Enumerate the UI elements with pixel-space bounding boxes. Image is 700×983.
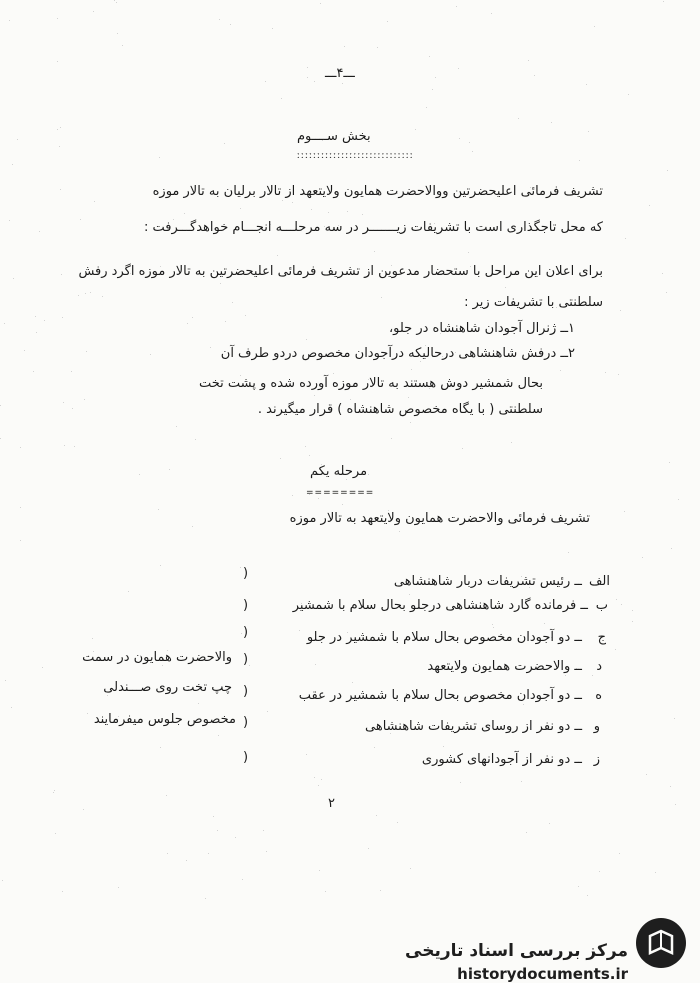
list-letter: ه [595,688,602,703]
side-note-line: مخصوص جلوس میفرمایند [93,712,236,727]
list-item: ــ دو نفر از آجودانهای کشوری [421,752,582,767]
page-mark: ۲ [328,796,335,811]
notice-line-1: برای اعلان این مراحل با ستحضار مدعوین از تشریف فرمائی اعلیحضرتین به تالار موزه اگرد رفش [78,264,603,279]
watermark-org: مرکز بررسی اسناد تاریخی [405,941,628,961]
list-paren: ) [243,684,249,699]
list-letter: ج [597,630,606,645]
list-paren: ) [243,715,249,730]
list-paren: ) [243,566,249,581]
page-number: ـــ۴ـــ [325,66,355,81]
phase-title: مرحله یکم [310,464,368,479]
list-letter: ز [593,752,600,767]
phase-title-underline: ======== [306,488,375,498]
list-paren: ) [243,625,249,640]
side-note-line: والاحضرت همایون در سمت [82,650,232,665]
item-2-line-3: سلطنتی ( با یگاه مخصوص شاهنشاه ) قرار میگیرند . [257,402,543,417]
list-paren: ) [243,598,249,613]
item-2-line-1: ۲ــ درفش شاهنشاهی درحالیکه درآجودان مخصوص دردو طرف آن [220,346,575,361]
list-item: ــ رئیس تشریفات دربار شاهنشاهی [393,574,582,589]
list-item: ــ فرمانده گارد شاهنشاهی درجلو بحال سلام با شمشیر [292,598,588,613]
list-letter: و [593,719,600,734]
side-note-line: چپ تخت روی صـــندلی [103,680,232,695]
list-item: ــ دو نفر از روسای تشریفات شاهنشاهی [365,719,582,734]
list-paren: ) [243,652,249,667]
item-1: ۱ــ ژنرال آجودان شاهنشاه در جلو، [388,321,575,336]
list-letter: ب [595,598,608,613]
intro-line-1: تشریف فرمائی اعلیحضرتین ووالاحضرت همایون ولایتعهد از تالار برلیان به تالار موزه [152,184,603,199]
phase-subtitle: تشریف فرمائی والاحضرت همایون ولایتعهد به تالار موزه [289,511,590,526]
list-letter: الف [588,574,610,589]
section-title: بخش ســــوم [297,129,371,144]
list-item: ــ دو آجودان مخصوص بحال سلام با شمشیر در عقب [298,688,582,703]
list-item: ــ دو آجودان مخصوص بحال سلام با شمشیر در جلو [306,630,582,645]
list-paren: ) [243,750,249,765]
list-letter: د [596,659,602,674]
archive-logo-icon [636,918,686,968]
watermark-url: historydocuments.ir [457,965,628,983]
item-2-line-2: بحال شمشیر دوش هستند به تالار موزه آورده شده و پشت تخت [199,376,543,391]
notice-line-2: سلطنتی با تشریفات زیر : [464,295,603,310]
section-title-underline: ːːːːːːːːːːːːːːːːːːːːːːːːːːːːː [297,151,414,161]
list-item: ــ والاحضرت همایون ولایتعهد [427,659,582,674]
intro-line-2: که محل تاجگذاری است با تشریفات زیـــــــر در سه مرحلـــه انجـــام خواهدگـــرفت : [143,220,603,235]
